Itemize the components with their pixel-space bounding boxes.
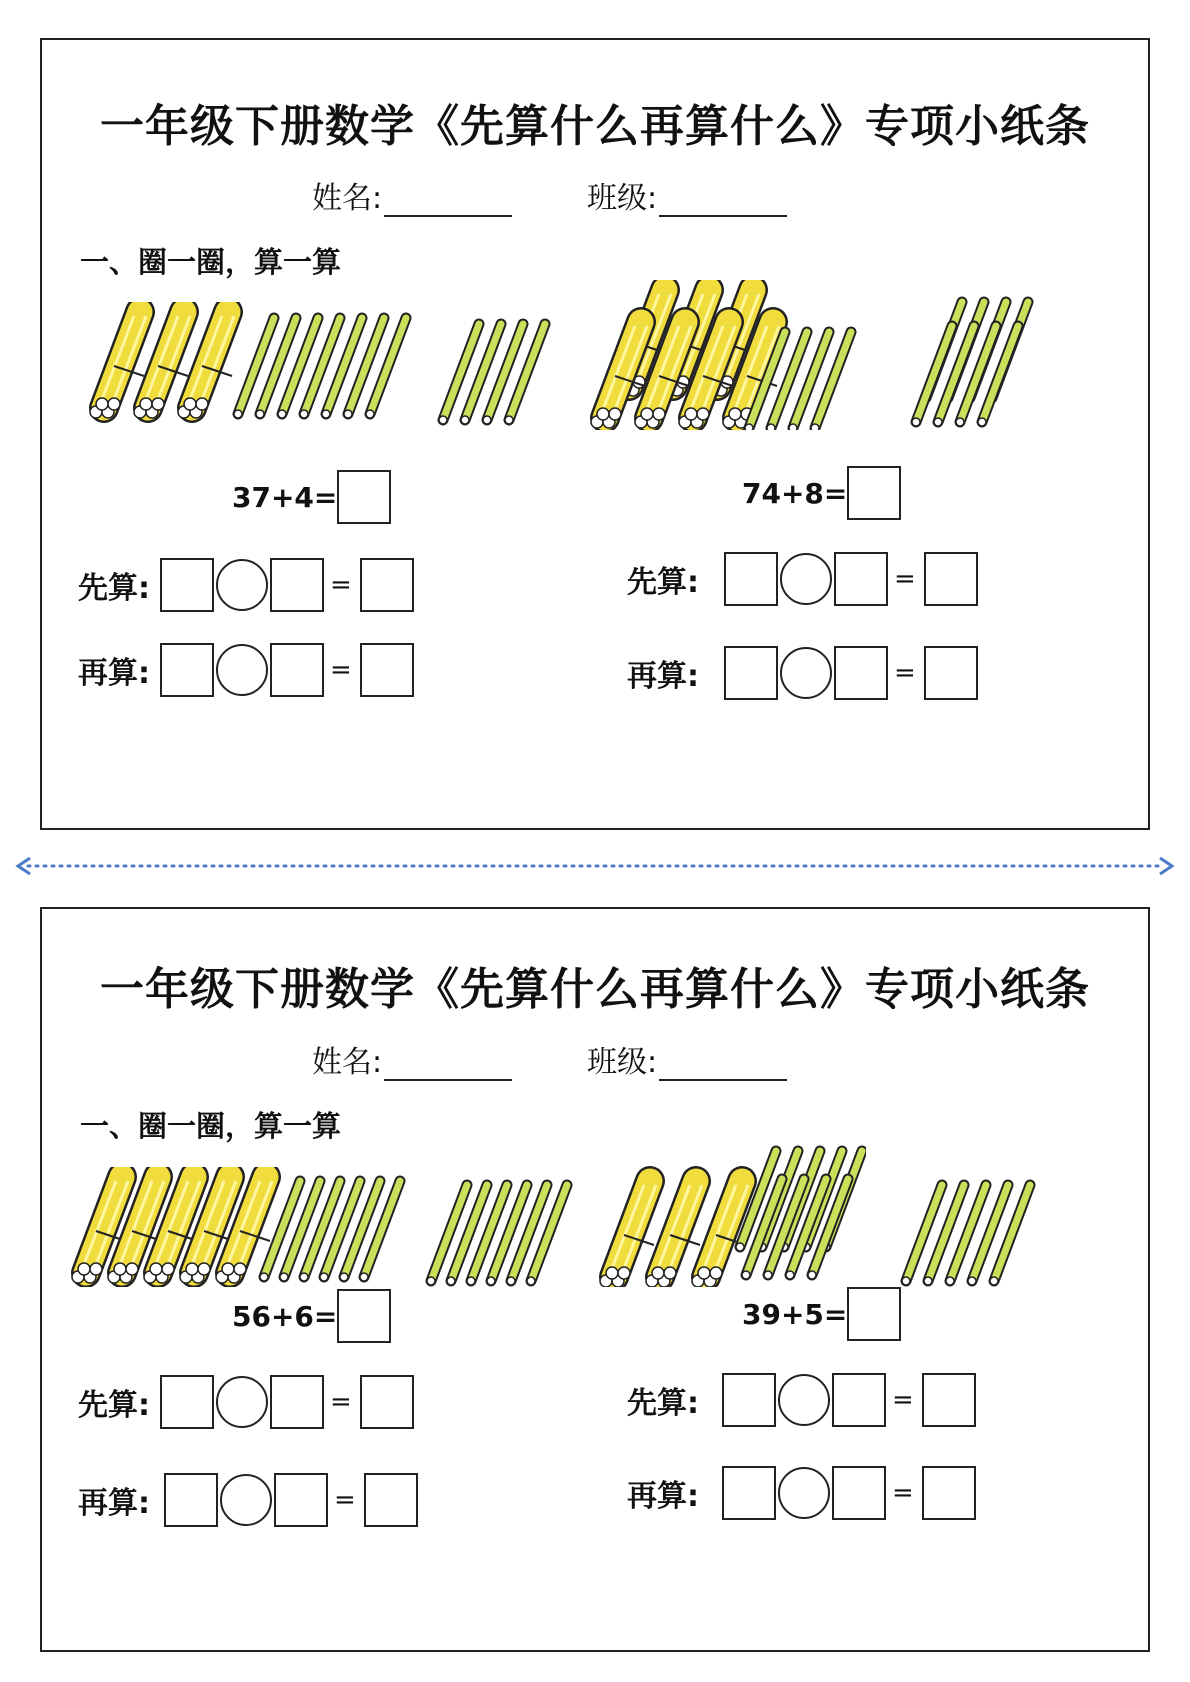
name-label: 姓名: [312, 1045, 383, 1080]
answer-box[interactable] [337, 1289, 391, 1343]
operand-box[interactable] [270, 643, 324, 697]
first-step-row: 先算: = [78, 558, 414, 612]
result-box[interactable] [924, 552, 978, 606]
sticks-picture-37 [74, 302, 414, 432]
worksheet-title: 一年级下册数学《先算什么再算什么》专项小纸条 [100, 964, 1090, 1015]
operand-box[interactable] [160, 558, 214, 612]
first-step-row: 先算: = [78, 1375, 414, 1429]
operand-box[interactable] [832, 1466, 886, 1520]
section-title: 一、圈一圈，算一算 [80, 1109, 342, 1143]
result-box[interactable] [924, 646, 978, 700]
operand-box[interactable] [274, 1473, 328, 1527]
operator-circle[interactable] [778, 1467, 830, 1519]
operand-box[interactable] [270, 1375, 324, 1429]
worksheet-card-1 [40, 38, 1150, 830]
operator-circle[interactable] [216, 644, 268, 696]
section-title: 一、圈一圈，算一算 [80, 245, 342, 279]
sticks-picture-5 [892, 1171, 1042, 1291]
operand-box[interactable] [164, 1473, 218, 1527]
sticks-picture-74 [577, 280, 857, 430]
name-field[interactable] [312, 1037, 512, 1081]
class-label: 班级: [587, 181, 658, 216]
equation-1: 37+4= [232, 470, 391, 524]
name-field[interactable] [312, 173, 512, 217]
operator-circle[interactable] [780, 553, 832, 605]
arrow-right-icon [1160, 858, 1172, 874]
answer-box[interactable] [847, 1287, 901, 1341]
worksheet-title: 一年级下册数学《先算什么再算什么》专项小纸条 [100, 101, 1090, 152]
operator-circle[interactable] [216, 559, 268, 611]
class-field[interactable] [587, 173, 787, 217]
operand-box[interactable] [724, 646, 778, 700]
equation-2: 74+8= [742, 466, 901, 520]
result-box[interactable] [922, 1466, 976, 1520]
result-box[interactable] [360, 643, 414, 697]
sticks-picture-39 [576, 1137, 866, 1287]
first-step-row: 先算: = [627, 552, 978, 606]
operand-box[interactable] [724, 552, 778, 606]
name-label: 姓名: [312, 181, 383, 216]
sticks-picture-4 [427, 302, 567, 432]
second-step-row: 再算: = [78, 1473, 418, 1527]
result-box[interactable] [364, 1473, 418, 1527]
equation-4: 39+5= [742, 1287, 901, 1341]
result-box[interactable] [922, 1373, 976, 1427]
sticks-picture-6 [417, 1171, 577, 1291]
result-box[interactable] [360, 558, 414, 612]
name-blank[interactable] [384, 185, 512, 217]
operand-box[interactable] [270, 558, 324, 612]
sticks-picture-56 [66, 1167, 406, 1287]
name-blank[interactable] [384, 1049, 512, 1081]
operand-box[interactable] [722, 1466, 776, 1520]
sticks-picture-8 [902, 292, 1042, 432]
operand-box[interactable] [160, 643, 214, 697]
operator-circle[interactable] [220, 1474, 272, 1526]
result-box[interactable] [360, 1375, 414, 1429]
equation-3: 56+6= [232, 1289, 391, 1343]
operand-box[interactable] [832, 1373, 886, 1427]
class-label: 班级: [587, 1045, 658, 1080]
student-info [42, 173, 1148, 216]
second-step-row: 再算: = [78, 643, 414, 697]
answer-box[interactable] [847, 466, 901, 520]
class-blank[interactable] [659, 185, 787, 217]
second-step-row: 再算: = [627, 646, 978, 700]
second-step-row: 再算: = [627, 1466, 976, 1520]
answer-box[interactable] [337, 470, 391, 524]
student-info [42, 1037, 1148, 1080]
operator-circle[interactable] [216, 1376, 268, 1428]
worksheet-card-2 [40, 907, 1150, 1652]
first-step-row: 先算: = [627, 1373, 976, 1427]
operand-box[interactable] [722, 1373, 776, 1427]
cut-line [14, 856, 1176, 876]
class-blank[interactable] [659, 1049, 787, 1081]
operator-circle[interactable] [778, 1374, 830, 1426]
class-field[interactable] [587, 1037, 787, 1081]
operator-circle[interactable] [780, 647, 832, 699]
operand-box[interactable] [834, 646, 888, 700]
operand-box[interactable] [160, 1375, 214, 1429]
operand-box[interactable] [834, 552, 888, 606]
